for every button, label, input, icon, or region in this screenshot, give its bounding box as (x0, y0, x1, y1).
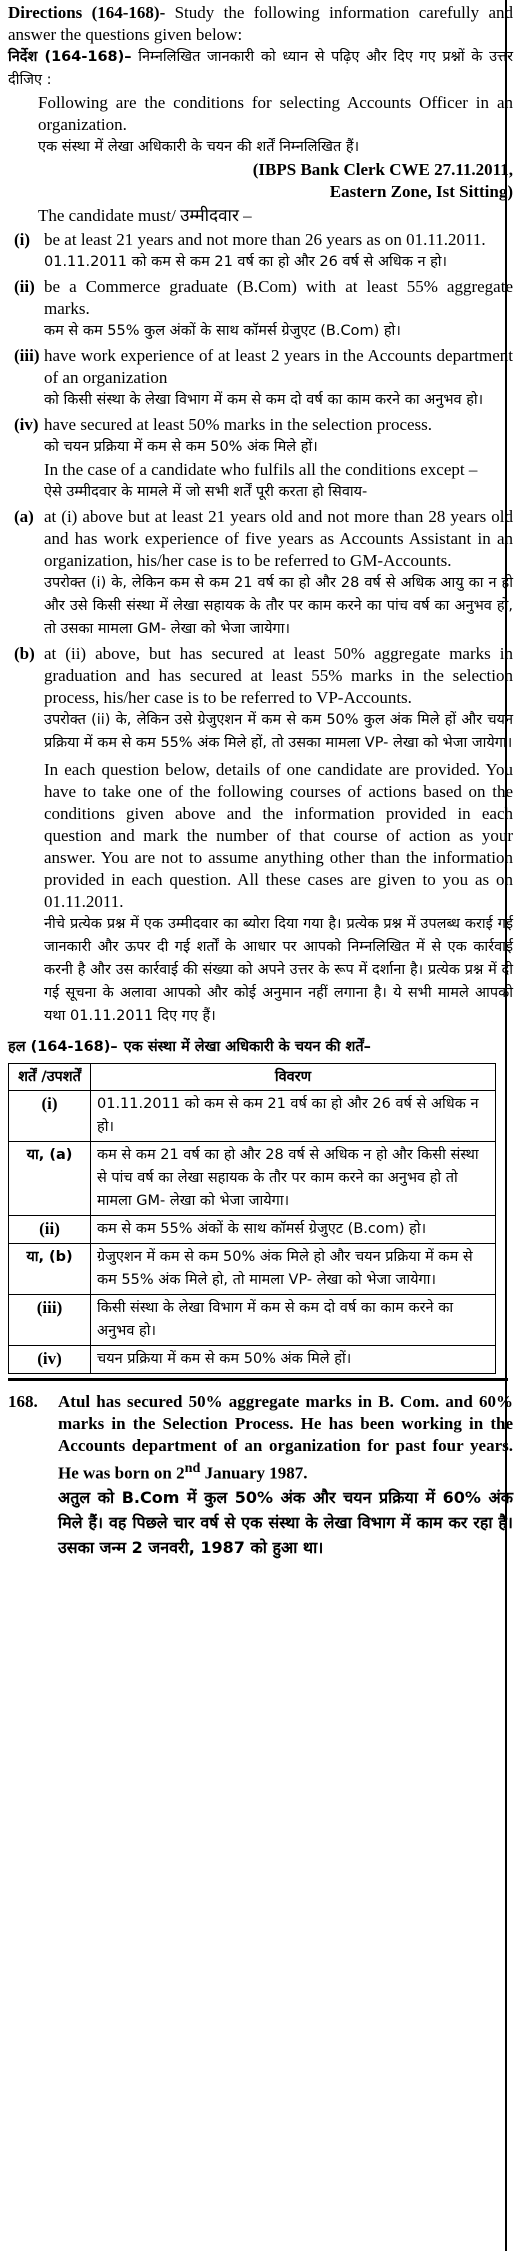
question-en-part2: January 1987. (200, 1463, 308, 1483)
table-row (9, 1091, 496, 1142)
table-cell-text: कम से कम 21 वर्ष का हो और 28 वर्ष से अधिक न हो और किसी संस्था से पांच वर्ष का लेखा सहायक के तौर पर काम करने का अनुभव हो तो मामला GM- लेखा को भेजा जायेगा। (91, 1142, 496, 1216)
exception-a (8, 506, 513, 641)
solution-title (8, 1036, 513, 1059)
table-cell-label: (iii) (9, 1295, 91, 1346)
table-row (9, 1346, 496, 1374)
condition-body (44, 229, 513, 274)
conditions-table (8, 1063, 496, 1374)
condition-hi: कम से कम 55% कुल अंकों के साथ कॉमर्स ग्रेजुएट (B.Com) हो। (44, 323, 401, 339)
exception-en: at (i) above but at least 21 years old and not more than 28 years old and has work experience of five years as Accounts Assistant in an organization, his/her case is to be referred to GM-Accounts. (44, 507, 513, 570)
intro-hi: एक संस्था में लेखा अधिकारी के चयन की शर्तें निम्नलिखित हैं। (38, 139, 360, 155)
source-line-1: (IBPS Bank Clerk CWE 27.11.2011, (252, 160, 513, 179)
content-column (8, 0, 513, 1560)
source-line-2: Eastern Zone, Ist Sitting) (329, 182, 513, 201)
table-row (9, 1142, 496, 1216)
directions-en (8, 0, 513, 46)
exception-b (8, 643, 513, 1028)
question-en-part1: Atul has secured 50% aggregate marks in B. Com. and 60% marks in the Selection Process. He has been working in the Accounts department of an organization for past four years. He was born on 2 (58, 1392, 513, 1483)
table-row (9, 1244, 496, 1295)
table-cell-label: या, (b) (9, 1244, 91, 1295)
table-cell-text: ग्रेजुएशन में कम से कम 50% अंक मिले हो और चयन प्रक्रिया में कम से कम 55% अंक मिले हो, तो मामला VP- लेखा को भेजा जायेगा। (91, 1244, 496, 1295)
condition-en: be a Commerce graduate (B.Com) with at least 55% aggregate marks. (44, 277, 513, 318)
question-body (58, 1391, 513, 1560)
condition-hi: को किसी संस्था के लेखा विभाग में कम से कम दो वर्ष का काम करने का अनुभव हो। (44, 392, 484, 408)
intro-en: Following are the conditions for selecting Accounts Officer in an organization. (38, 93, 513, 134)
condition-body (44, 414, 513, 504)
table-cell-text: किसी संस्था के लेखा विभाग में कम से कम दो वर्ष का काम करने का अनुभव हो। (91, 1295, 496, 1346)
solution-text: एक संस्था में लेखा अधिकारी के चयन की शर्तें– (123, 1039, 371, 1055)
condition-label: (ii) (14, 277, 35, 296)
exception-en: at (ii) above, but has secured at least 50% aggregate marks in graduation and has secured at least 55% marks in the selection process, his/her case is to be referred to VP-Accounts. (44, 644, 513, 707)
condition-label: (iv) (14, 415, 39, 434)
instructions-en: In each question below, details of one candidate are provided. You have to take one of the following courses of actions based on the conditions given above and the information provided in each question and mark the number of that course of action as your answer. You are not to assume anything other than the information provided in each question. All these cases are given to you as on 01.11.2011. (44, 760, 513, 911)
condition-en: have work experience of at least 2 years in the Accounts department of an organization (44, 346, 513, 387)
question-en (58, 1391, 513, 1485)
table-cell-text: चयन प्रक्रिया में कम से कम 50% अंक मिले हों। (91, 1346, 496, 1374)
exception-label: (b) (14, 644, 35, 663)
directions-hi (8, 46, 513, 92)
condition-body (44, 276, 513, 343)
condition-iii (8, 345, 513, 412)
question-en-superscript: nd (184, 1460, 201, 1476)
condition-hi: को चयन प्रक्रिया में कम से कम 50% अंक मिले हों। (44, 439, 318, 455)
exception-label: (a) (14, 507, 34, 526)
condition-en: have secured at least 50% marks in the selection process. (44, 415, 433, 434)
table-cell-label: या, (a) (9, 1142, 91, 1216)
instructions-hi: नीचे प्रत्येक प्रश्न में एक उम्मीदवार का ब्योरा दिया गया है। प्रत्येक प्रश्न में उपलब्ध कराई गई जानकारी और ऊपर दी गई शर्तों के आधार पर आपको निम्नलिखित में से एक कार्रवाई करनी है और उस कार्रवाई की संख्या को अपने उत्तर के रूप में दर्शाना है। प्रत्येक प्रश्न में दी गई सूचना के अलावा आपको और कोई अनुमान नहीं लगाना है। ये सभी मामले आपको यथा 01.11.2011 दिए गए हैं। (44, 916, 513, 1024)
candidate-must: The candidate must/ उम्मीदवार – (38, 206, 252, 225)
solution-heading: हल (164-168)– (8, 1039, 118, 1055)
exception-body (44, 643, 513, 1028)
exception-hi: उपरोक्त (ii) के, लेकिन उसे ग्रेजुएशन में कम से कम 50% कुल अंक मिले हों और चयन प्रक्रिया में कम से कम 55% अंक मिले हों, तो उसका मामला VP- लेखा को भेजा जायेगा। (44, 712, 513, 751)
exception-hi: उपरोक्त (i) के, लेकिन कम से कम 21 वर्ष का हो और 28 वर्ष से अधिक आयु का न हो और उसे किसी संस्था में लेखा सहायक के तौर पर काम करने का पांच वर्ष का अनुभव हो, तो उसका मामला GM- लेखा को भेजा जायेगा। (44, 575, 513, 637)
table-row (9, 1295, 496, 1346)
exception-body (44, 506, 513, 641)
table-cell-label: (i) (9, 1091, 91, 1142)
condition-body (44, 345, 513, 412)
directions-text: Study the following information carefully and answer the questions given below: (8, 3, 513, 44)
table-cell-label: (iv) (9, 1346, 91, 1374)
question-168 (8, 1391, 513, 1560)
table-cell-text: कम से कम 55% अंकों के साथ कॉमर्स ग्रेजुएट (B.com) हो। (91, 1216, 496, 1244)
condition-ii (8, 276, 513, 343)
question-number: 168. (8, 1392, 38, 1411)
condition-i (8, 229, 513, 274)
condition-iv (8, 414, 513, 504)
condition-hi: 01.11.2011 को कम से कम 21 वर्ष का हो और 26 वर्ष से अधिक न हो। (44, 254, 448, 270)
separator-line (8, 1378, 508, 1381)
exception-intro-en: In the case of a candidate who fulfils all the conditions except – (44, 460, 478, 479)
table-cell-label: (ii) (9, 1216, 91, 1244)
table-header-row (9, 1064, 496, 1091)
condition-label: (i) (14, 230, 31, 249)
table-cell-text: 01.11.2011 को कम से कम 21 वर्ष का हो और 26 वर्ष से अधिक न हो। (91, 1091, 496, 1142)
directions-heading-hi: निर्देश (164-168)– (8, 49, 132, 65)
table-row (9, 1216, 496, 1244)
exception-intro-hi: ऐसे उम्मीदवार के मामले में जो सभी शर्तें पूरी करता हो सिवाय- (44, 484, 368, 500)
table-header-details: विवरण (91, 1064, 496, 1091)
directions-text-hi: निम्नलिखित जानकारी को ध्यान से पढ़िए और दिए गए प्रश्नों के उत्तर दीजिए : (8, 49, 514, 88)
question-hi: अतुल को B.Com में कुल 50% अंक और चयन प्रक्रिया में 60% अंक मिले हैं। वह पिछले चार वर्ष से एक संस्था के लेखा विभाग में काम कर रहा है। उसका जन्म 2 जनवरी, 1987 को हुआ था। (58, 1487, 513, 1557)
table-header-conditions: शर्तें /उपशर्तें (9, 1064, 91, 1091)
condition-label: (iii) (14, 346, 40, 365)
condition-en: be at least 21 years and not more than 26 years as on 01.11.2011. (44, 230, 486, 249)
directions-heading: Directions (164-168)- (8, 3, 166, 22)
